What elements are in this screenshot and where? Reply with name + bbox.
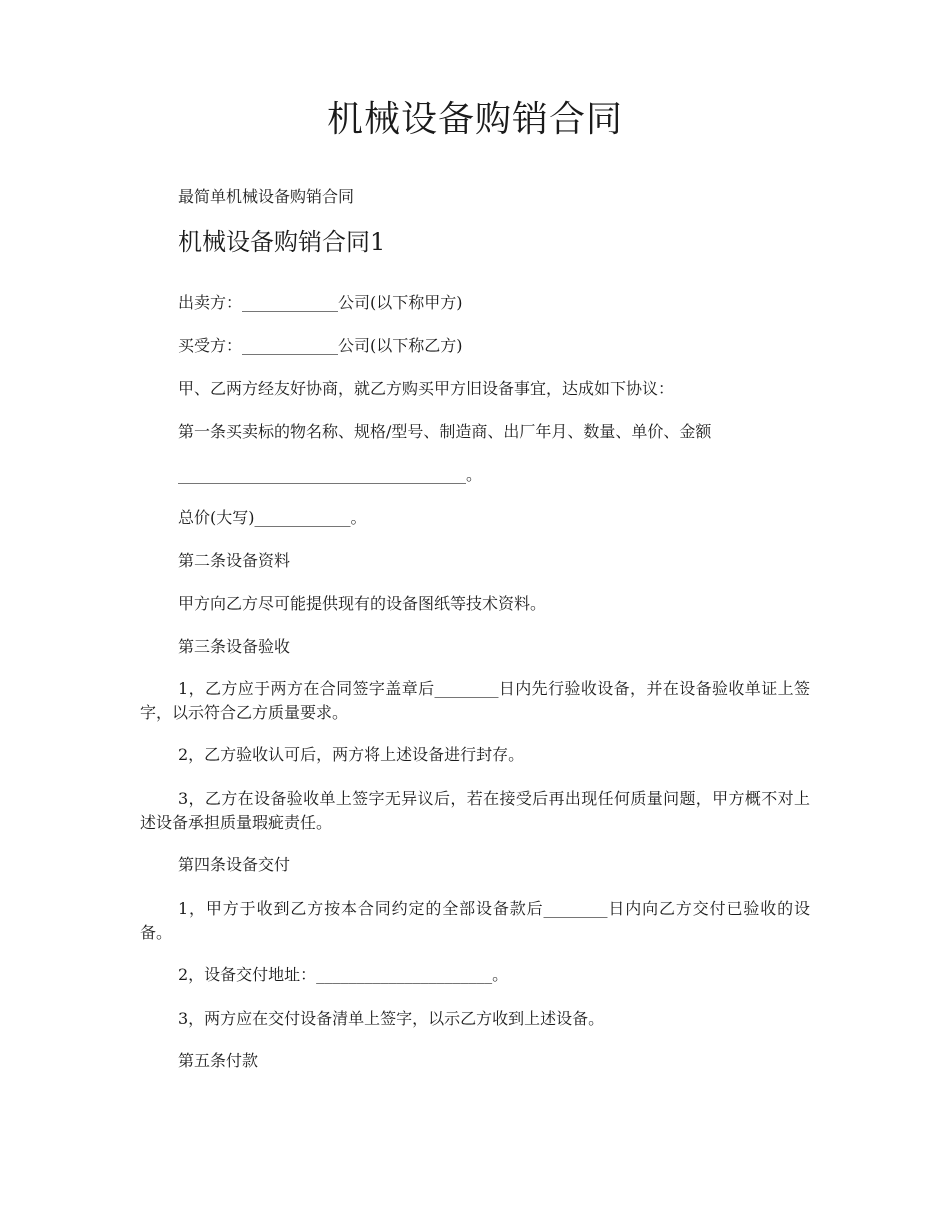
buyer-line: 买受方：____________公司(以下称乙方) bbox=[178, 336, 463, 355]
agreement-intro: 甲、乙两方经友好协商，就乙方购买甲方旧设备事宜，达成如下协议： bbox=[178, 379, 675, 398]
seller-line: 出卖方：____________公司(以下称甲方) bbox=[178, 293, 463, 312]
document-title: 机械设备购销合同 bbox=[326, 99, 623, 140]
document-subtitle: 最简单机械设备购销合同 bbox=[178, 187, 355, 206]
contract-heading: 机械设备购销合同1 bbox=[178, 228, 386, 256]
article-2-title: 第二条设备资料 bbox=[178, 551, 291, 570]
article-4-title: 第四条设备交付 bbox=[178, 855, 291, 874]
total-price-line: 总价(大写)____________。 bbox=[178, 508, 367, 527]
article-4-item-3: 3，两方应在交付设备清单上签字，以示乙方收到上述设备。 bbox=[178, 1009, 605, 1028]
article-3-item-1: 1，乙方应于两方在合同签字盖章后________日内先行验收设备，并在设备验收单证上签字，以示符合乙方质量要求。 bbox=[140, 679, 810, 722]
article-3-item-3: 3，乙方在设备验收单上签字无异议后，若在接受后再出现任何质量问题，甲方概不对上述设备承担质量瑕疵责任。 bbox=[140, 789, 810, 832]
article-4-item-1: 1，甲方于收到乙方按本合同约定的全部设备款后________日内向乙方交付已验收的设备。 bbox=[140, 899, 810, 942]
article-1-blank: ____________________________________。 bbox=[178, 465, 483, 484]
article-2-text: 甲方向乙方尽可能提供现有的设备图纸等技术资料。 bbox=[178, 594, 547, 613]
article-3-item-2: 2，乙方验收认可后，两方将上述设备进行封存。 bbox=[178, 745, 525, 764]
article-5-title: 第五条付款 bbox=[178, 1051, 259, 1070]
article-3-title: 第三条设备验收 bbox=[178, 637, 291, 656]
article-1-title: 第一条买卖标的物名称、规格/型号、制造商、出厂年月、数量、单价、金额 bbox=[178, 422, 712, 441]
article-4-item-2: 2，设备交付地址：______________________。 bbox=[178, 965, 509, 984]
